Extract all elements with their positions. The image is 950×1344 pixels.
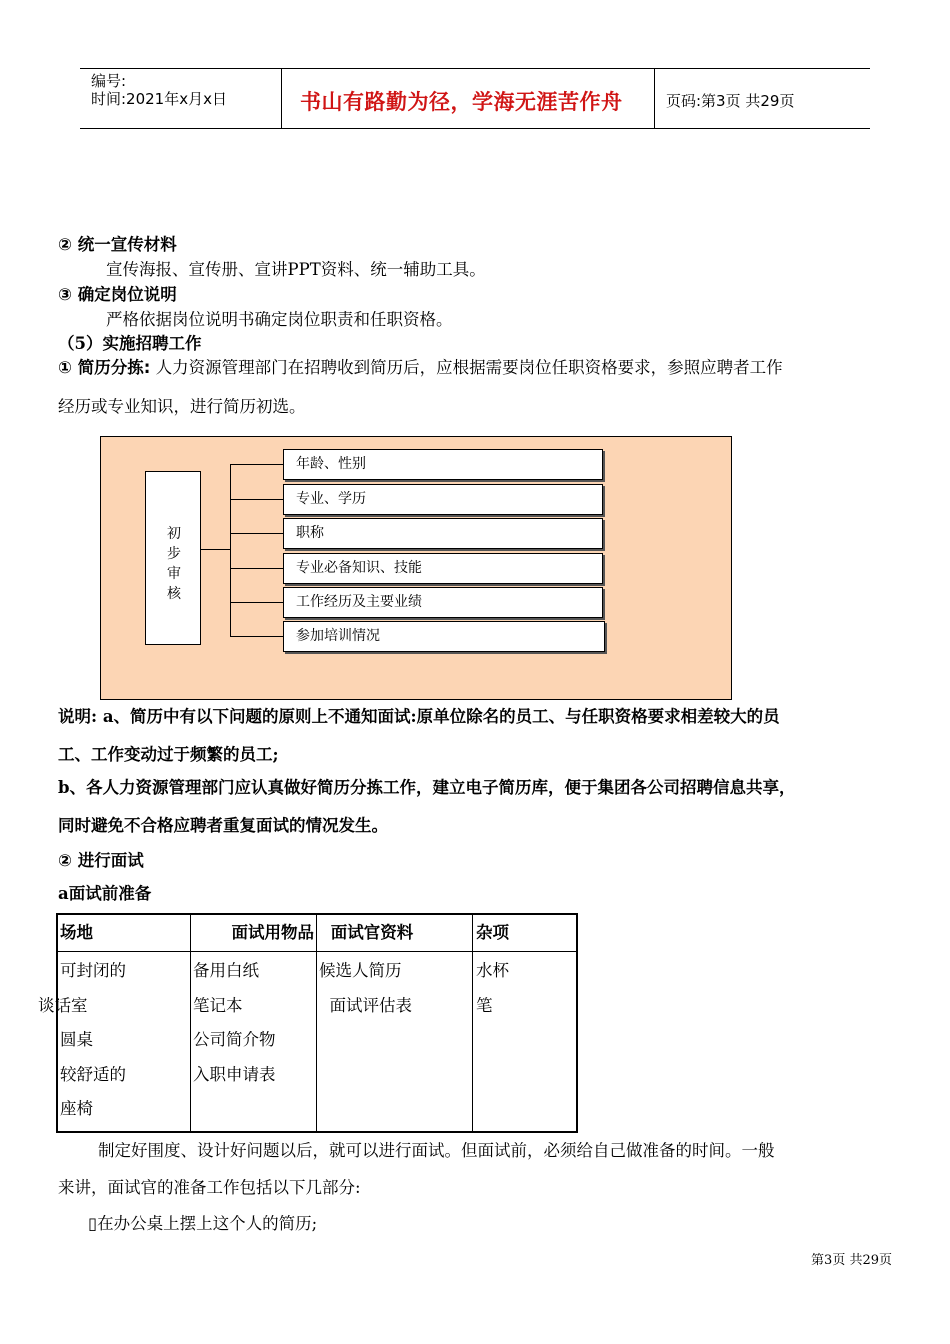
table-item-1: 备用白纸 bbox=[193, 961, 259, 980]
resume-paragraph-line2: 经历或专业知识，进行简历初选。 bbox=[58, 397, 306, 416]
diagram-root-label bbox=[146, 524, 202, 604]
screening-diagram bbox=[100, 436, 732, 700]
interview-title: ② 进行面试 bbox=[58, 851, 144, 870]
prep-title: a面试前准备 bbox=[58, 884, 152, 903]
resume-label: ① 简历分拣: bbox=[58, 358, 151, 377]
diagram-item-age-gender: 年龄、性别 bbox=[283, 449, 603, 480]
root-char-2: 步 bbox=[167, 546, 181, 562]
resume-paragraph-line1 bbox=[58, 354, 783, 378]
diagram-trunk-line bbox=[230, 464, 231, 636]
prep-table bbox=[38, 913, 578, 1133]
note-b-line2: 同时避免不合格应聘者重复面试的情况发生。 bbox=[58, 816, 388, 835]
table-col-rule-1 bbox=[190, 915, 191, 1131]
diagram-item-skills: 专业必备知识、技能 bbox=[283, 553, 603, 584]
diagram-root-connector bbox=[201, 549, 231, 550]
root-char-4: 核 bbox=[167, 586, 181, 602]
note-a-line2: 工、工作变动过于频繁的员工; bbox=[58, 745, 279, 764]
table-col-rule-2 bbox=[316, 915, 317, 1131]
item2-title: ② 统一宣传材料 bbox=[58, 235, 177, 254]
closing-line2: 来讲，面试官的准备工作包括以下几部分: bbox=[58, 1178, 361, 1197]
header-time-label: 时间:2021年x月x日 bbox=[91, 90, 227, 108]
resume-text-1: 人力资源管理部门在招聘收到简历后，应根据需要岗位任职资格要求，参照应聘者工作 bbox=[150, 358, 783, 377]
closing-line1: 制定好围度、设计好问题以后，就可以进行面试。但面试前，必须给自己做准备的时间。一般 bbox=[98, 1141, 775, 1160]
table-header-items: 面试用物品 bbox=[231, 923, 314, 942]
item2-body: 宣传海报、宣传册、宣讲PPT资料、统一辅助工具。 bbox=[106, 260, 486, 279]
note-b-line1: b、各人力资源管理部门应认真做好简历分拣工作，建立电子简历库，便于集团各公司招聘信息共享， bbox=[58, 778, 796, 797]
header-top-rule bbox=[80, 68, 870, 69]
table-venue-1: 可封闭的 bbox=[60, 961, 126, 980]
diagram-root-box bbox=[145, 471, 201, 645]
diagram-branch-3 bbox=[230, 533, 283, 534]
diagram-branch-2 bbox=[230, 499, 283, 500]
diagram-item-experience: 工作经历及主要业绩 bbox=[283, 587, 603, 618]
table-header-materials: 面试官资料 bbox=[330, 923, 414, 942]
diagram-item-training: 参加培训情况 bbox=[283, 621, 605, 652]
table-venue-2: 谈话室 bbox=[38, 996, 88, 1015]
table-venue-5: 座椅 bbox=[60, 1099, 93, 1118]
step5-title: （5）实施招聘工作 bbox=[58, 334, 202, 353]
table-item-3: 公司简介物 bbox=[193, 1030, 276, 1049]
closing-bullet-1-text: 在办公桌上摆上这个人的简历; bbox=[97, 1214, 318, 1233]
item3-body: 严格依据岗位说明书确定岗位职责和任职资格。 bbox=[106, 310, 453, 329]
table-header-rule bbox=[58, 951, 576, 952]
header-page-label: 页码:第3页 共29页 bbox=[666, 92, 795, 110]
diagram-item-major-education: 专业、学历 bbox=[283, 484, 603, 515]
diagram-branch-5 bbox=[230, 602, 283, 603]
table-header-misc: 杂项 bbox=[476, 923, 509, 942]
root-char-3: 审 bbox=[167, 566, 181, 582]
diagram-item-title: 职称 bbox=[283, 518, 603, 549]
table-material-2: 面试评估表 bbox=[329, 996, 412, 1015]
table-col-rule-3 bbox=[472, 915, 473, 1131]
table-item-4: 入职申请表 bbox=[193, 1065, 276, 1084]
table-venue-3: 圆桌 bbox=[60, 1030, 93, 1049]
table-material-1: 候选人简历 bbox=[319, 961, 402, 980]
note-a-line1: 说明: a、简历中有以下问题的原则上不通知面试:原单位除名的员工、与任职资格要求相差较大的员 bbox=[58, 707, 780, 726]
table-header-venue: 场地 bbox=[60, 923, 93, 942]
root-char-1: 初 bbox=[167, 526, 181, 542]
item3-title: ③ 确定岗位说明 bbox=[58, 285, 177, 304]
diagram-branch-1 bbox=[230, 464, 283, 465]
footer-page-number: 第3页 共29页 bbox=[811, 1253, 892, 1268]
header-number-label: 编号: bbox=[91, 72, 127, 90]
header-divider-2 bbox=[654, 68, 655, 129]
table-venue-4: 较舒适的 bbox=[60, 1065, 126, 1084]
diagram-branch-4 bbox=[230, 568, 283, 569]
header-motto: 书山有路勤为径，学海无涯苦作舟 bbox=[300, 90, 623, 114]
header-bottom-rule bbox=[80, 128, 870, 129]
bullet-icon: ▯ bbox=[88, 1214, 98, 1233]
table-misc-2: 笔 bbox=[476, 996, 493, 1015]
table-item-2: 笔记本 bbox=[193, 996, 243, 1015]
diagram-branch-6 bbox=[230, 636, 283, 637]
closing-bullet-1 bbox=[88, 1210, 317, 1234]
table-misc-1: 水杯 bbox=[476, 961, 509, 980]
header-divider-1 bbox=[281, 68, 282, 129]
